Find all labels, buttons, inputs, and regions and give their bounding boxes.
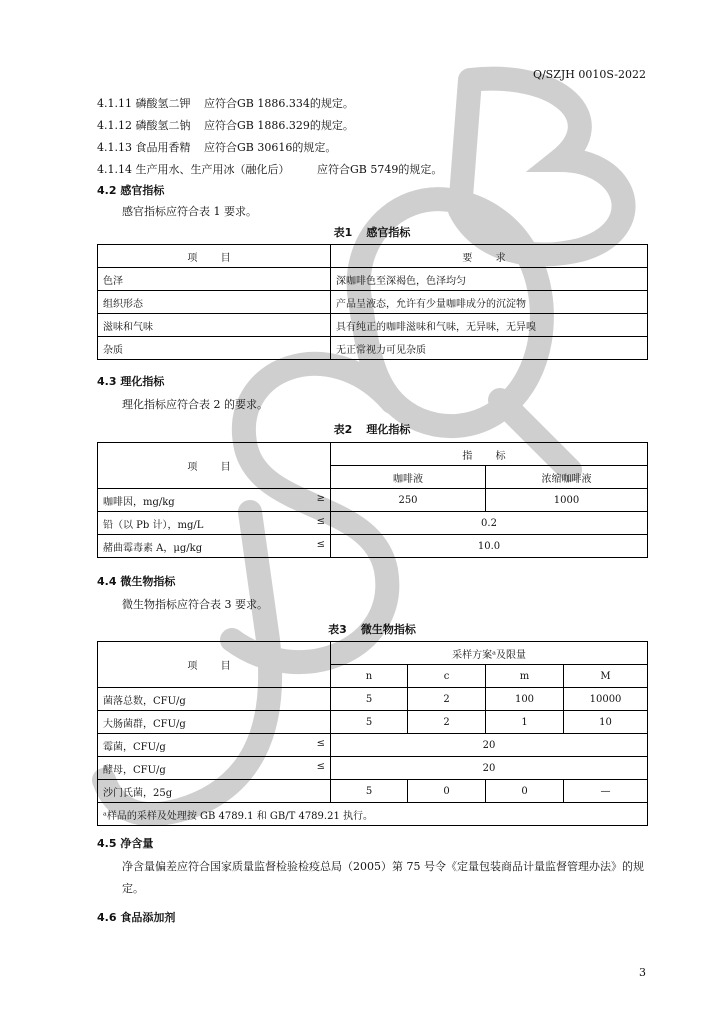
item-header: 项 目: [98, 443, 331, 489]
row-value: 2: [408, 688, 486, 711]
clause-number: 4.1.11: [97, 97, 132, 110]
row-operator: ≥: [316, 492, 325, 504]
row-item-label: 霉菌，CFU/g: [103, 741, 166, 753]
section-intro-4-2: 感官指标应符合表 1 要求。: [122, 205, 257, 218]
row-item-label: 沙门氏菌，25g: [103, 787, 173, 799]
clause-4-1-11: [97, 96, 354, 112]
table-header-row: [98, 443, 648, 466]
clause-text: 应符合GB 30616的规定。: [204, 141, 337, 154]
section-heading-4-4: 4.4 微生物指标: [97, 575, 176, 588]
subheader-c: c: [408, 665, 486, 688]
row-requirement: 产品呈液态，允许有少量咖啡成分的沉淀物: [331, 291, 648, 314]
subheader-n: n: [331, 665, 408, 688]
row-value: 5: [331, 711, 408, 734]
row-item: [98, 734, 331, 757]
row-item-label: 铅（以 Pb 计），mg/L: [103, 519, 204, 531]
clause-number: 4.1.13: [97, 141, 132, 154]
clause-name: 生产用水、生产用冰（融化后）: [135, 163, 290, 176]
table3-caption: [97, 621, 647, 637]
index-header: 指 标: [331, 443, 648, 466]
row-operator: ≤: [316, 760, 325, 772]
row-value: 5: [331, 780, 408, 803]
clause-number: 4.1.14: [97, 163, 132, 176]
microbiological-table: [97, 641, 648, 826]
subheader-m: m: [486, 665, 564, 688]
table-row: [98, 711, 648, 734]
section-intro-4-3: 理化指标应符合表 2 的要求。: [122, 398, 268, 411]
table-footnote-row: [98, 803, 648, 826]
sampling-plan-header: 采样方案ᵃ及限量: [331, 642, 648, 665]
physicochemical-table: [97, 442, 648, 558]
row-item: [98, 757, 331, 780]
row-merged-value: 0.2: [331, 512, 648, 535]
column-header: 项 目: [98, 245, 331, 268]
clause-text: 应符合GB 5749的规定。: [317, 163, 443, 176]
table-title: 微生物指标: [360, 623, 416, 636]
page-number: 3: [639, 966, 646, 979]
row-requirement: 无正常视力可见杂质: [331, 337, 648, 360]
subheader-concentrated-coffee-liquid: 浓缩咖啡液: [486, 466, 648, 489]
row-item: [98, 535, 331, 558]
row-operator: ≤: [316, 737, 325, 749]
row-item: 组织形态: [98, 291, 331, 314]
table-row: [98, 512, 648, 535]
row-value: 2: [408, 711, 486, 734]
row-item-label: 菌落总数，CFU/g: [103, 695, 186, 707]
row-value: 10000: [564, 688, 648, 711]
row-value: 10: [564, 711, 648, 734]
row-requirement: 深咖啡色至深褐色，色泽均匀: [331, 268, 648, 291]
table-row: [98, 535, 648, 558]
clause-4-1-14: [97, 162, 442, 178]
clause-text: 应符合GB 1886.334的规定。: [204, 97, 354, 110]
clause-number: 4.1.12: [97, 119, 132, 132]
column-header: 要 求: [331, 245, 648, 268]
table-row: [98, 688, 648, 711]
clause-4-1-12: [97, 118, 354, 134]
row-item: [98, 512, 331, 535]
row-value: 100: [486, 688, 564, 711]
row-value: 1: [486, 711, 564, 734]
table-row: [98, 489, 648, 512]
row-item: 杂质: [98, 337, 331, 360]
table-row: [98, 314, 648, 337]
table1-caption: [97, 224, 647, 240]
section-heading-4-5: 4.5 净含量: [97, 837, 154, 850]
row-item-label: 咖啡因，mg/kg: [103, 496, 175, 508]
row-requirement: 具有纯正的咖啡滋味和气味，无异味，无异嗅: [331, 314, 648, 337]
table-number: 表1: [333, 226, 353, 239]
table-row: [98, 268, 648, 291]
row-merged-value: 20: [331, 734, 648, 757]
table-title: 感官指标: [366, 226, 411, 239]
clause-name: 食品用香精: [135, 141, 191, 154]
table-footnote: ᵃ样品的采样及处理按 GB 4789.1 和 GB/T 4789.21 执行。: [98, 803, 648, 826]
standard-number: Q/SZJH 0010S-2022: [532, 68, 646, 81]
row-value: 250: [331, 489, 486, 512]
section-text-4-5: 净含量偏差应符合国家质量监督检验检疫总局（2005）第 75 号令《定量包装商品计量监督管理办法》的规定。: [122, 860, 644, 895]
section-intro-4-4: 微生物指标应符合表 3 要求。: [122, 598, 268, 611]
sensory-table: [97, 244, 648, 360]
row-merged-value: 10.0: [331, 535, 648, 558]
row-operator: ≤: [316, 538, 325, 550]
clause-4-1-13: [97, 140, 336, 156]
row-item: 滋味和气味: [98, 314, 331, 337]
table-row: [98, 734, 648, 757]
row-item-label: 赭曲霉毒素 A，μg/kg: [103, 542, 203, 554]
row-value: 0: [408, 780, 486, 803]
row-item: 色泽: [98, 268, 331, 291]
subheader-coffee-liquid: 咖啡液: [331, 466, 486, 489]
row-operator: ≤: [316, 515, 325, 527]
table-title: 理化指标: [366, 423, 411, 436]
section-heading-4-6: 4.6 食品添加剂: [97, 911, 176, 924]
section-heading-4-2: 4.2 感官指标: [97, 184, 165, 197]
table-header-row: [98, 642, 648, 665]
table2-caption: [97, 421, 647, 437]
clause-name: 磷酸氢二钾: [135, 97, 191, 110]
table-row: [98, 291, 648, 314]
item-header: 项 目: [98, 642, 331, 688]
table-header-row: [98, 245, 648, 268]
table-row: [98, 780, 648, 803]
row-merged-value: 20: [331, 757, 648, 780]
clause-text: 应符合GB 1886.329的规定。: [204, 119, 354, 132]
row-value: —: [564, 780, 648, 803]
table-row: [98, 757, 648, 780]
row-value: 0: [486, 780, 564, 803]
row-item: [98, 489, 331, 512]
table-number: 表3: [328, 623, 347, 636]
subheader-M: M: [564, 665, 648, 688]
row-value: 5: [331, 688, 408, 711]
section-heading-4-3: 4.3 理化指标: [97, 375, 165, 388]
table-row: [98, 337, 648, 360]
row-item: [98, 711, 331, 734]
row-item-label: 大肠菌群，CFU/g: [103, 718, 186, 730]
row-item: [98, 780, 331, 803]
clause-name: 磷酸氢二钠: [135, 119, 191, 132]
table-number: 表2: [333, 423, 353, 436]
row-item: [98, 688, 331, 711]
row-value: 1000: [486, 489, 648, 512]
row-item-label: 酵母，CFU/g: [103, 764, 166, 776]
